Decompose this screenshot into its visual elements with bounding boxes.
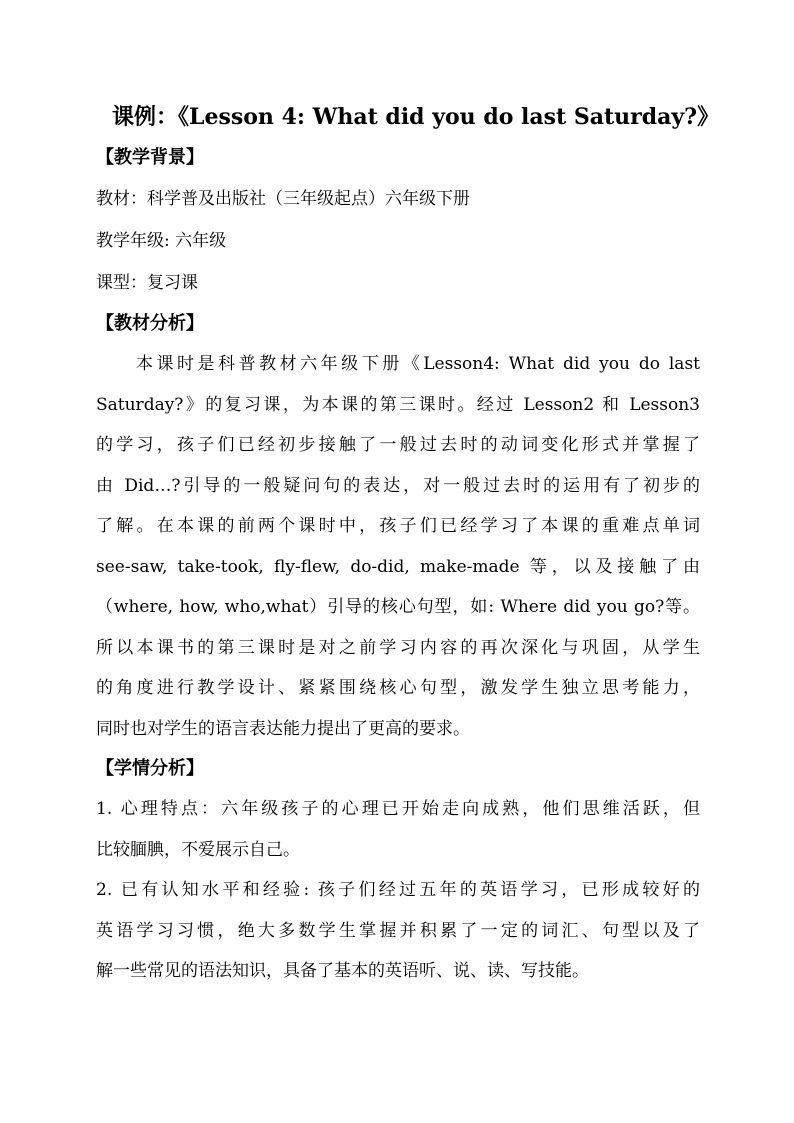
grade-line: 教学年级: 六年级 (96, 231, 227, 251)
paragraph-line: 的角度进行教学设计、紧紧围绕核心句型，激发学生独立思考能力， (96, 678, 700, 698)
paragraph-line: 2. 已有认知水平和经验: 孩子们经过五年的英语学习，已形成较好的 (96, 880, 700, 900)
material-analysis-paragraph (96, 344, 700, 749)
lesson-type-line: 课型：复习课 (96, 273, 198, 293)
document-page (96, 96, 720, 992)
paragraph-line: 1. 心理特点：六年级孩子的心理已开始走向成熟，他们思维活跃，但 (96, 799, 700, 819)
section-teaching-background (96, 138, 700, 304)
paragraph-line: 本课时是科普教材六年级下册《Lesson4: What did you do last (136, 354, 700, 374)
paragraph-line: 由 Did…?引导的一般疑问句的表达，对一般过去时的运用有了初步的 (96, 475, 700, 496)
section-heading: 【教材分析】 (96, 313, 204, 334)
paragraph-line: see-saw, take-took, fly-flew, do-did, make-made 等，以及接触了由 (96, 556, 700, 577)
section-material-analysis (96, 304, 700, 749)
list-item (96, 789, 700, 870)
paragraph-line: 解一些常见的语法知识，具备了基本的英语听、说、读、写技能。 (96, 961, 589, 981)
paragraph-line: 的学习，孩子们已经初步接触了一般过去时的动词变化形式并掌握了 (96, 435, 700, 455)
paragraph-line: （where, how, who,what）引导的核心句型，如: Where did you go?等。 (96, 597, 700, 617)
paragraph-line: 了解。在本课的前两个课时中，孩子们已经学习了本课的重难点单词 (96, 516, 700, 536)
paragraph-line: 所以本课书的第三课时是对之前学习内容的再次深化与巩固，从学生 (96, 637, 700, 658)
document-title: 课例：《Lesson 4: What did you do last Saturday?》 (112, 104, 720, 130)
section-heading: 【学情分析】 (96, 758, 204, 779)
textbook-line: 教材：科学普及出版社（三年级起点）六年级下册 (96, 189, 470, 209)
section-heading: 【教学背景】 (96, 147, 204, 168)
paragraph-line: 同时也对学生的语言表达能力提出了更高的要求。 (96, 718, 470, 739)
paragraph-line: Saturday?》的复习课，为本课的第三课时。经过 Lesson2 和 Lesson3 (96, 394, 700, 415)
section-student-analysis (96, 749, 700, 992)
paragraph-line: 英语学习习惯，绝大多数学生掌握并积累了一定的词汇、句型以及了 (96, 920, 700, 941)
paragraph-line: 比较腼腆，不爱展示自己。 (96, 839, 300, 860)
list-item (96, 870, 700, 992)
